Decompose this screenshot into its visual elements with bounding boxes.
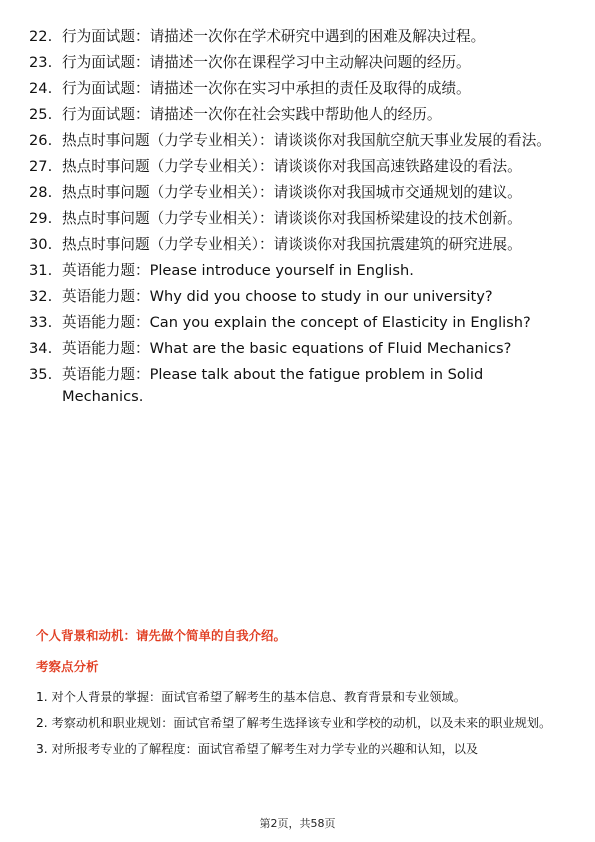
page-footer: 第2页，共58页 xyxy=(259,817,336,830)
list-item: 28. 热点时事问题（力学专业相关）：请谈谈你对我国城市交通规划的建议。 xyxy=(29,184,522,201)
list-item: 26. 热点时事问题（力学专业相关）：请谈谈你对我国航空航天事业发展的看法。 xyxy=(29,132,551,149)
section-title: 个人背景和动机：请先做个简单的自我介绍。 xyxy=(36,628,287,643)
question-list xyxy=(29,26,569,412)
list-item: 29. 热点时事问题（力学专业相关）：请谈谈你对我国桥梁建设的技术创新。 xyxy=(29,210,522,227)
list-item: 22. 行为面试题：请描述一次你在学术研究中遇到的困难及解决过程。 xyxy=(29,28,486,45)
list-item: 34. 英语能力题：What are the basic equations of Fluid Mechanics? xyxy=(29,340,512,357)
list-item: 25. 行为面试题：请描述一次你在社会实践中帮助他人的经历。 xyxy=(29,106,442,123)
analysis-title: 考察点分析 xyxy=(36,659,99,674)
analysis-points xyxy=(36,684,560,762)
list-item: 23. 行为面试题：请描述一次你在课程学习中主动解决问题的经历。 xyxy=(29,54,471,71)
list-item: 30. 热点时事问题（力学专业相关）：请谈谈你对我国抗震建筑的研究进展。 xyxy=(29,236,522,253)
list-item: 35. 英语能力题：Please talk about the fatigue problem in Solid Mechanics. xyxy=(29,366,484,405)
analysis-point: 2. 考察动机和职业规划：面试官希望了解考生选择该专业和学校的动机，以及未来的职业规划。 xyxy=(36,716,552,730)
analysis-point: 3. 对所报考专业的了解程度：面试官希望了解考生对力学专业的兴趣和认知，以及 xyxy=(36,742,479,756)
list-item: 24. 行为面试题：请描述一次你在实习中承担的责任及取得的成绩。 xyxy=(29,80,471,97)
list-item: 31. 英语能力题：Please introduce yourself in English. xyxy=(29,262,414,279)
list-item: 33. 英语能力题：Can you explain the concept of Elasticity in English? xyxy=(29,314,531,331)
analysis-point: 1. 对个人背景的掌握：面试官希望了解考生的基本信息、教育背景和专业领域。 xyxy=(36,690,466,704)
list-item: 32. 英语能力题：Why did you choose to study in our university? xyxy=(29,288,493,305)
list-item: 27. 热点时事问题（力学专业相关）：请谈谈你对我国高速铁路建设的看法。 xyxy=(29,158,522,175)
